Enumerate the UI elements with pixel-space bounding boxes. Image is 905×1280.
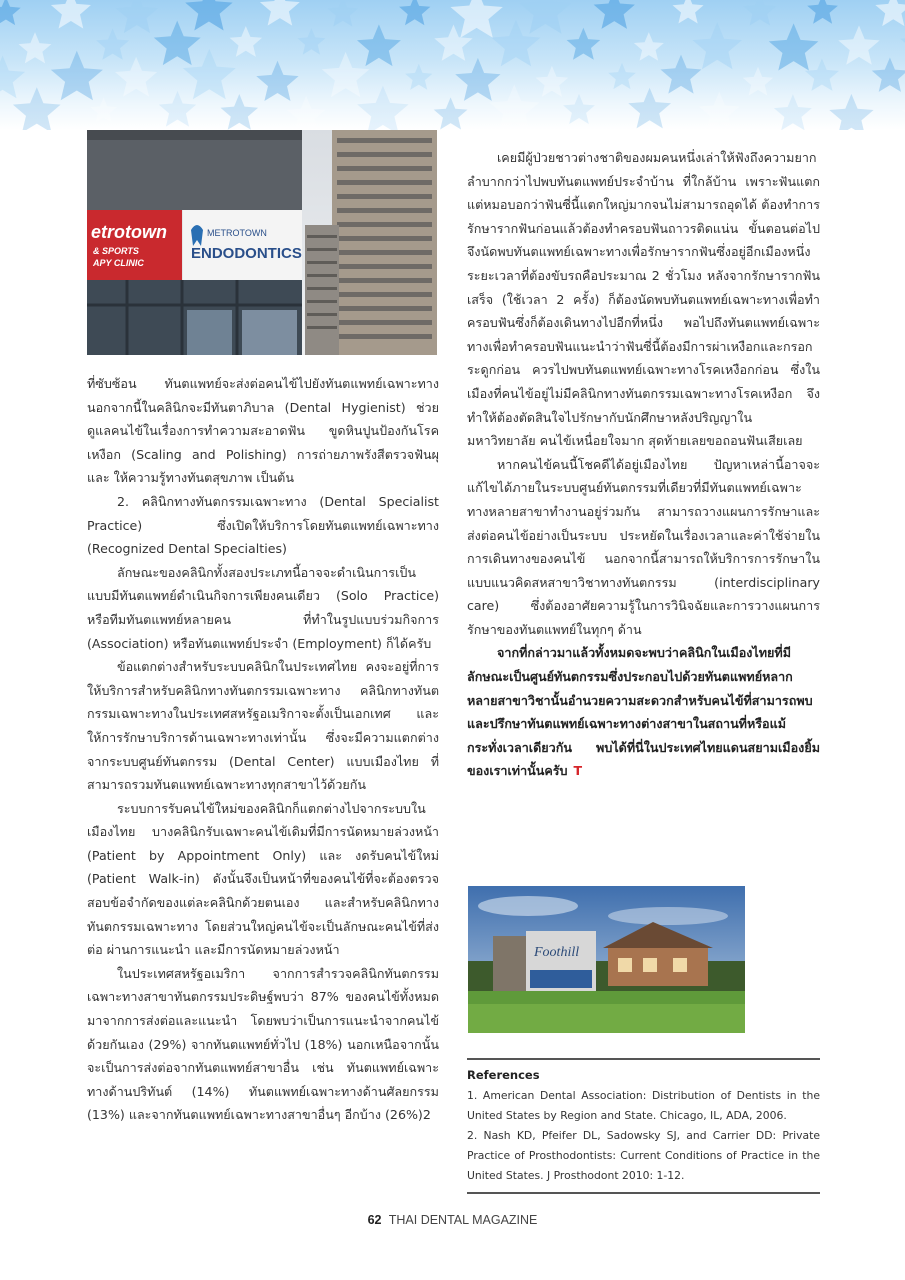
clinic-exterior-photo xyxy=(468,886,745,1033)
left-paragraph-6: ในประเทศสหรัฐอเมริกา จากการสำรวจคลินิกทันตกรรมเฉพาะทางสาขาทันตกรรมประดิษฐ์พบว่า 87% ของคนไข้ทั้งหมดมาจากการส่งต่อและแนะนำ โดยพบว่าเป็นการแนะนำจากคนไข้ด้วยกันเอง (29%) จากทันตแพทย์ทั่วไป (18%) นอกเหนือจากนั้นจะเป็นการส่งต่อจากทันตแพทย์สาขาอื่น เช่น ทันตแพทย์เฉพาะทางด้านปริทันต์ (14%) ทันตแพทย์เฉพาะทางด้านศัลยกรรม (13%) และจากทันตแพทย์เฉพาะทางสาขาอื่นๆ อีกบ้าง (26%)2 xyxy=(87,965,439,1123)
reference-item: 2. Nash KD, Pfeifer DL, Sadowsky SJ, and Carrier DD: Private Practice of Prosthodontists: Current Conditions of Practice in the United States. J Prosthodont 2010: 1-12. xyxy=(467,1129,820,1182)
star-icon xyxy=(628,88,671,129)
star-icon xyxy=(743,0,776,26)
star-icon xyxy=(116,0,158,33)
star-icon xyxy=(434,97,468,129)
conclusion-text: จากที่กล่าวมาแล้วทั้งหมดจะพบว่าคลินิกในเมืองไทยที่มีลักษณะเป็นศูนย์ทันตกรรมซึ่งประกอบไปด้วยทันตแพทย์หลากหลายสาขาวิชานั้นอำนวยความสะดวกสำหรับคนไข้ที่สามารถพบและปรึกษาทันตแพทย์เฉพาะทางต่างสาขาในสถานที่หรือแม้กระทั่งเวลาเดียวกัน พบได้ที่นี่ในประเทศไทยแดนสยามเมืองยิ้มของเราเท่านั้นครับ xyxy=(467,645,820,779)
star-icon xyxy=(287,96,326,130)
star-icon xyxy=(661,55,702,94)
star-icon xyxy=(900,26,905,60)
star-icon xyxy=(230,26,263,57)
star-icon xyxy=(519,0,571,34)
star-icon xyxy=(536,66,569,97)
star-icon xyxy=(256,61,298,101)
star-icon xyxy=(327,0,358,26)
star-icon xyxy=(455,58,500,101)
star-icon xyxy=(902,94,905,130)
star-icon xyxy=(673,0,704,24)
reference-item: 1. American Dental Association: Distribution of Dentists in the United States by Region and State. Chicago, IL, ADA, 2006. xyxy=(467,1089,820,1122)
star-icon xyxy=(563,94,595,124)
star-icon xyxy=(838,25,879,64)
sign-right-top: METROTOWN xyxy=(207,228,267,238)
page-number: 62 xyxy=(367,1213,382,1227)
star-icon xyxy=(594,0,635,29)
star-icon xyxy=(322,52,370,97)
star-icon xyxy=(298,28,326,54)
star-icon xyxy=(634,32,664,61)
left-paragraph-3: ลักษณะของคลินิกทั้งสองประเภทนี้อาจจะดำเนินการเป็นแบบมีทันตแพทย์ดำเนินกิจการเพียงคนเดียว (Solo Practice) หรือทีมทันตแพทย์หลายคน ที่ทำในรูปแบบร่วมกิจการ (Association) หรือทันตแพทย์ประจำ (Employment) ก็ได้ครับ xyxy=(87,564,439,651)
left-paragraph-4: ข้อแตกต่างสำหรับระบบคลินิกในประเทศไทย คงจะอยู่ที่การให้บริการสำหรับคลินิกทางทันตกรรมเฉพาะทาง คลินิกทางทันตกรรมเฉพาะทางในประเทศสหรัฐอเมริกาจะตั้งเป็นเอกเทศ และให้การรักษาบริการด้านเฉพาะทางเท่านั้น ซึ่งจะมีความแตกต่างจากระบบศูนย์ทันตกรรม (Dental Center) แบบเมืองไทย ที่สามารถรวมทันตแพทย์เฉพาะทางทุกสาขาไว้ด้วยกัน xyxy=(87,659,439,793)
star-icon xyxy=(185,0,232,31)
left-text-column xyxy=(87,372,439,1127)
star-icon xyxy=(699,92,740,131)
sign-left-text: etrotown xyxy=(91,222,167,242)
references-heading: References xyxy=(467,1068,540,1082)
sign-left-sub2: APY CLINIC xyxy=(93,258,144,268)
star-icon xyxy=(608,63,636,89)
star-icon xyxy=(875,0,905,26)
star-icon xyxy=(805,59,839,91)
star-icon xyxy=(13,87,61,130)
sign-left-sub1: & SPORTS xyxy=(93,246,139,256)
star-icon xyxy=(743,67,774,96)
star-pattern-icon xyxy=(0,0,905,130)
left-paragraph-5: ระบบการรับคนไข้ใหม่ของคลินิกก็แตกต่างไปจากระบบในเมืองไทย บางคลินิกรับเฉพาะคนไข้เดิมที่มีการนัดหมายล่วงหน้า (Patient by Appointment Only) และ งดรับคนไข้ใหม่ (Patient Walk-in) ดังนั้นจึงเป็นหน้าที่ของคนไข้ที่จะต้องตรวจสอบข้อจำกัดของแต่ละคลินิกด้วยตนเอง และสำหรับคลินิกทางทันตกรรมเฉพาะทาง โดยส่วนใหญ่คนไข้จะเป็นลักษณะคนไข้ที่ส่งต่อ ผ่านการแนะนำ และมีการนัดหมายล่วงหน้า xyxy=(87,800,439,958)
magazine-name: THAI DENTAL MAGAZINE xyxy=(388,1213,538,1227)
end-mark-icon: T xyxy=(573,763,583,779)
star-icon xyxy=(405,64,432,90)
star-icon xyxy=(0,0,21,25)
left-paragraph-1: ที่ซับซ้อน ทันตแพทย์จะส่งต่อคนไข้ไปยังทันตแพทย์เฉพาะทาง นอกจากนี้ในคลินิกจะมีทันตาภิบาล (Dental Hygienist) ช่วยดูแลคนไข้ในเรื่องการทำความสะอาดฟัน ขูดหินปูนป้องกันโรคเหงือก (Scaling and Polishing) การถ่ายภาพรังสีตรวจฟันผุ และ ให้ความรู้ทางทันตสุขภาพ เป็นต้น xyxy=(87,376,439,486)
star-icon xyxy=(115,57,157,97)
star-icon xyxy=(357,24,401,66)
star-icon xyxy=(154,21,201,66)
star-icon xyxy=(357,86,408,130)
star-icon xyxy=(0,56,25,99)
star-icon xyxy=(90,97,117,122)
star-icon xyxy=(774,94,812,130)
star-icon xyxy=(159,91,196,127)
star-icon xyxy=(260,0,300,26)
star-icon xyxy=(221,94,259,130)
star-icon xyxy=(769,23,819,70)
sign-right-main: ENDODONTICS xyxy=(191,245,302,262)
conclusion-paragraph xyxy=(467,641,820,783)
bottom-sign-text: Foothill xyxy=(534,945,580,960)
star-icon xyxy=(19,32,52,63)
star-icon xyxy=(807,0,838,24)
clinic-building-photo xyxy=(87,130,437,355)
right-text-column xyxy=(467,146,820,783)
left-paragraph-2: 2. คลินิกทางทันตกรรมเฉพาะทาง (Dental Specialist Practice) ซึ่งเปิดให้บริการโดยทันตแพทย์เฉพาะทาง (Recognized Dental Specialties) xyxy=(87,493,439,557)
star-icon xyxy=(399,0,430,25)
references-box xyxy=(467,1058,820,1194)
star-icon xyxy=(51,0,91,29)
right-paragraph-2: หากคนไข้คนนี้โชคดีได้อยู่เมืองไทย ปัญหาเหล่านี้อาจจะแก้ไขได้ภายในระบบศูนย์ทันตกรรมที่เดียวที่มีทันตแพทย์เฉพาะทางหลายสาขาทำงานอยู่ร่วมกัน สามารถวางแผนการรักษาและส่งต่อคนไข้อย่างเป็นระบบ ประหยัดในเรื่องเวลาและค่าใช้จ่ายในการเดินทางของคนไข้ นอกจากนี้สามารถให้บริการการรักษาในแบบแนวคิดสหสาขาวิชาทางทันตกรรม (interdisciplinary care) ซึ่งต้องอาศัยความรู้ในการวินิจฉัยและการวางแผนการรักษาของทันตแพทย์ในทุกๆ ด้าน xyxy=(467,456,820,637)
star-icon xyxy=(829,94,873,130)
star-icon xyxy=(872,58,905,92)
star-icon xyxy=(96,29,129,60)
star-icon xyxy=(183,49,236,100)
star-icon xyxy=(450,0,502,38)
star-icon xyxy=(51,51,103,101)
star-icon xyxy=(489,84,539,130)
right-paragraph-1: เคยมีผู้ป่วยชาวต่างชาติของผมคนหนึ่งเล่าให้ฟังถึงความยากลำบากกว่าไปพบทันตแพทย์ประจำบ้าน ที่ใกล้บ้าน เพราะฟันแตก แต่หมอบอกว่าฟันซี่นี้แตกใหญ่มากจนไม่สามารถอุดได้ ต้องทำการรักษารากฟันก่อนแล้วต้องทำครอบฟันถาวรติดแน่น ขั้นตอนต่อไปจึงนัดพบทันตแพทย์เฉพาะทางเพื่อรักษารากฟันซึ่งอยู่อีกเมืองหนึ่ง ระยะเวลาที่ต้องขับรถคือประมาณ 2 ชั่วโมง หลังจากรักษารากฟันเสร็จ (ใช้เวลา 2 ครั้ง) ก็ต้องนัดพบทันตแพทย์เฉพาะทางเพื่อทำครอบฟันซึ่งก็ต้องเดินทางไปอีกที่หนึ่ง พอไปถึงทันตแพทย์เฉพาะทางเพื่อทำครอบฟันแนะนำว่าฟันซี่นี้ต้องมีการผ่าเหงือกและกรอกระดูกก่อน ควรไปพบทันตแพทย์เฉพาะทางโรคเหงือกก่อน ซึ่งในเมืองที่คนไข้อยู่ไม่มีคลินิกทางทันตกรรมเฉพาะทางโรคเหงือก จึงทำให้ต้องตัดสินใจไปรักษากับนักศึกษาหลังปริญญาในมหาวิทยาลัย คนไข้เหนื่อยใจมาก สุดท้ายเลยขอถอนฟันเสียเลย xyxy=(467,150,820,449)
page-footer xyxy=(0,1213,905,1227)
star-icon xyxy=(567,28,601,60)
star-banner xyxy=(0,0,905,130)
star-icon xyxy=(693,22,743,69)
